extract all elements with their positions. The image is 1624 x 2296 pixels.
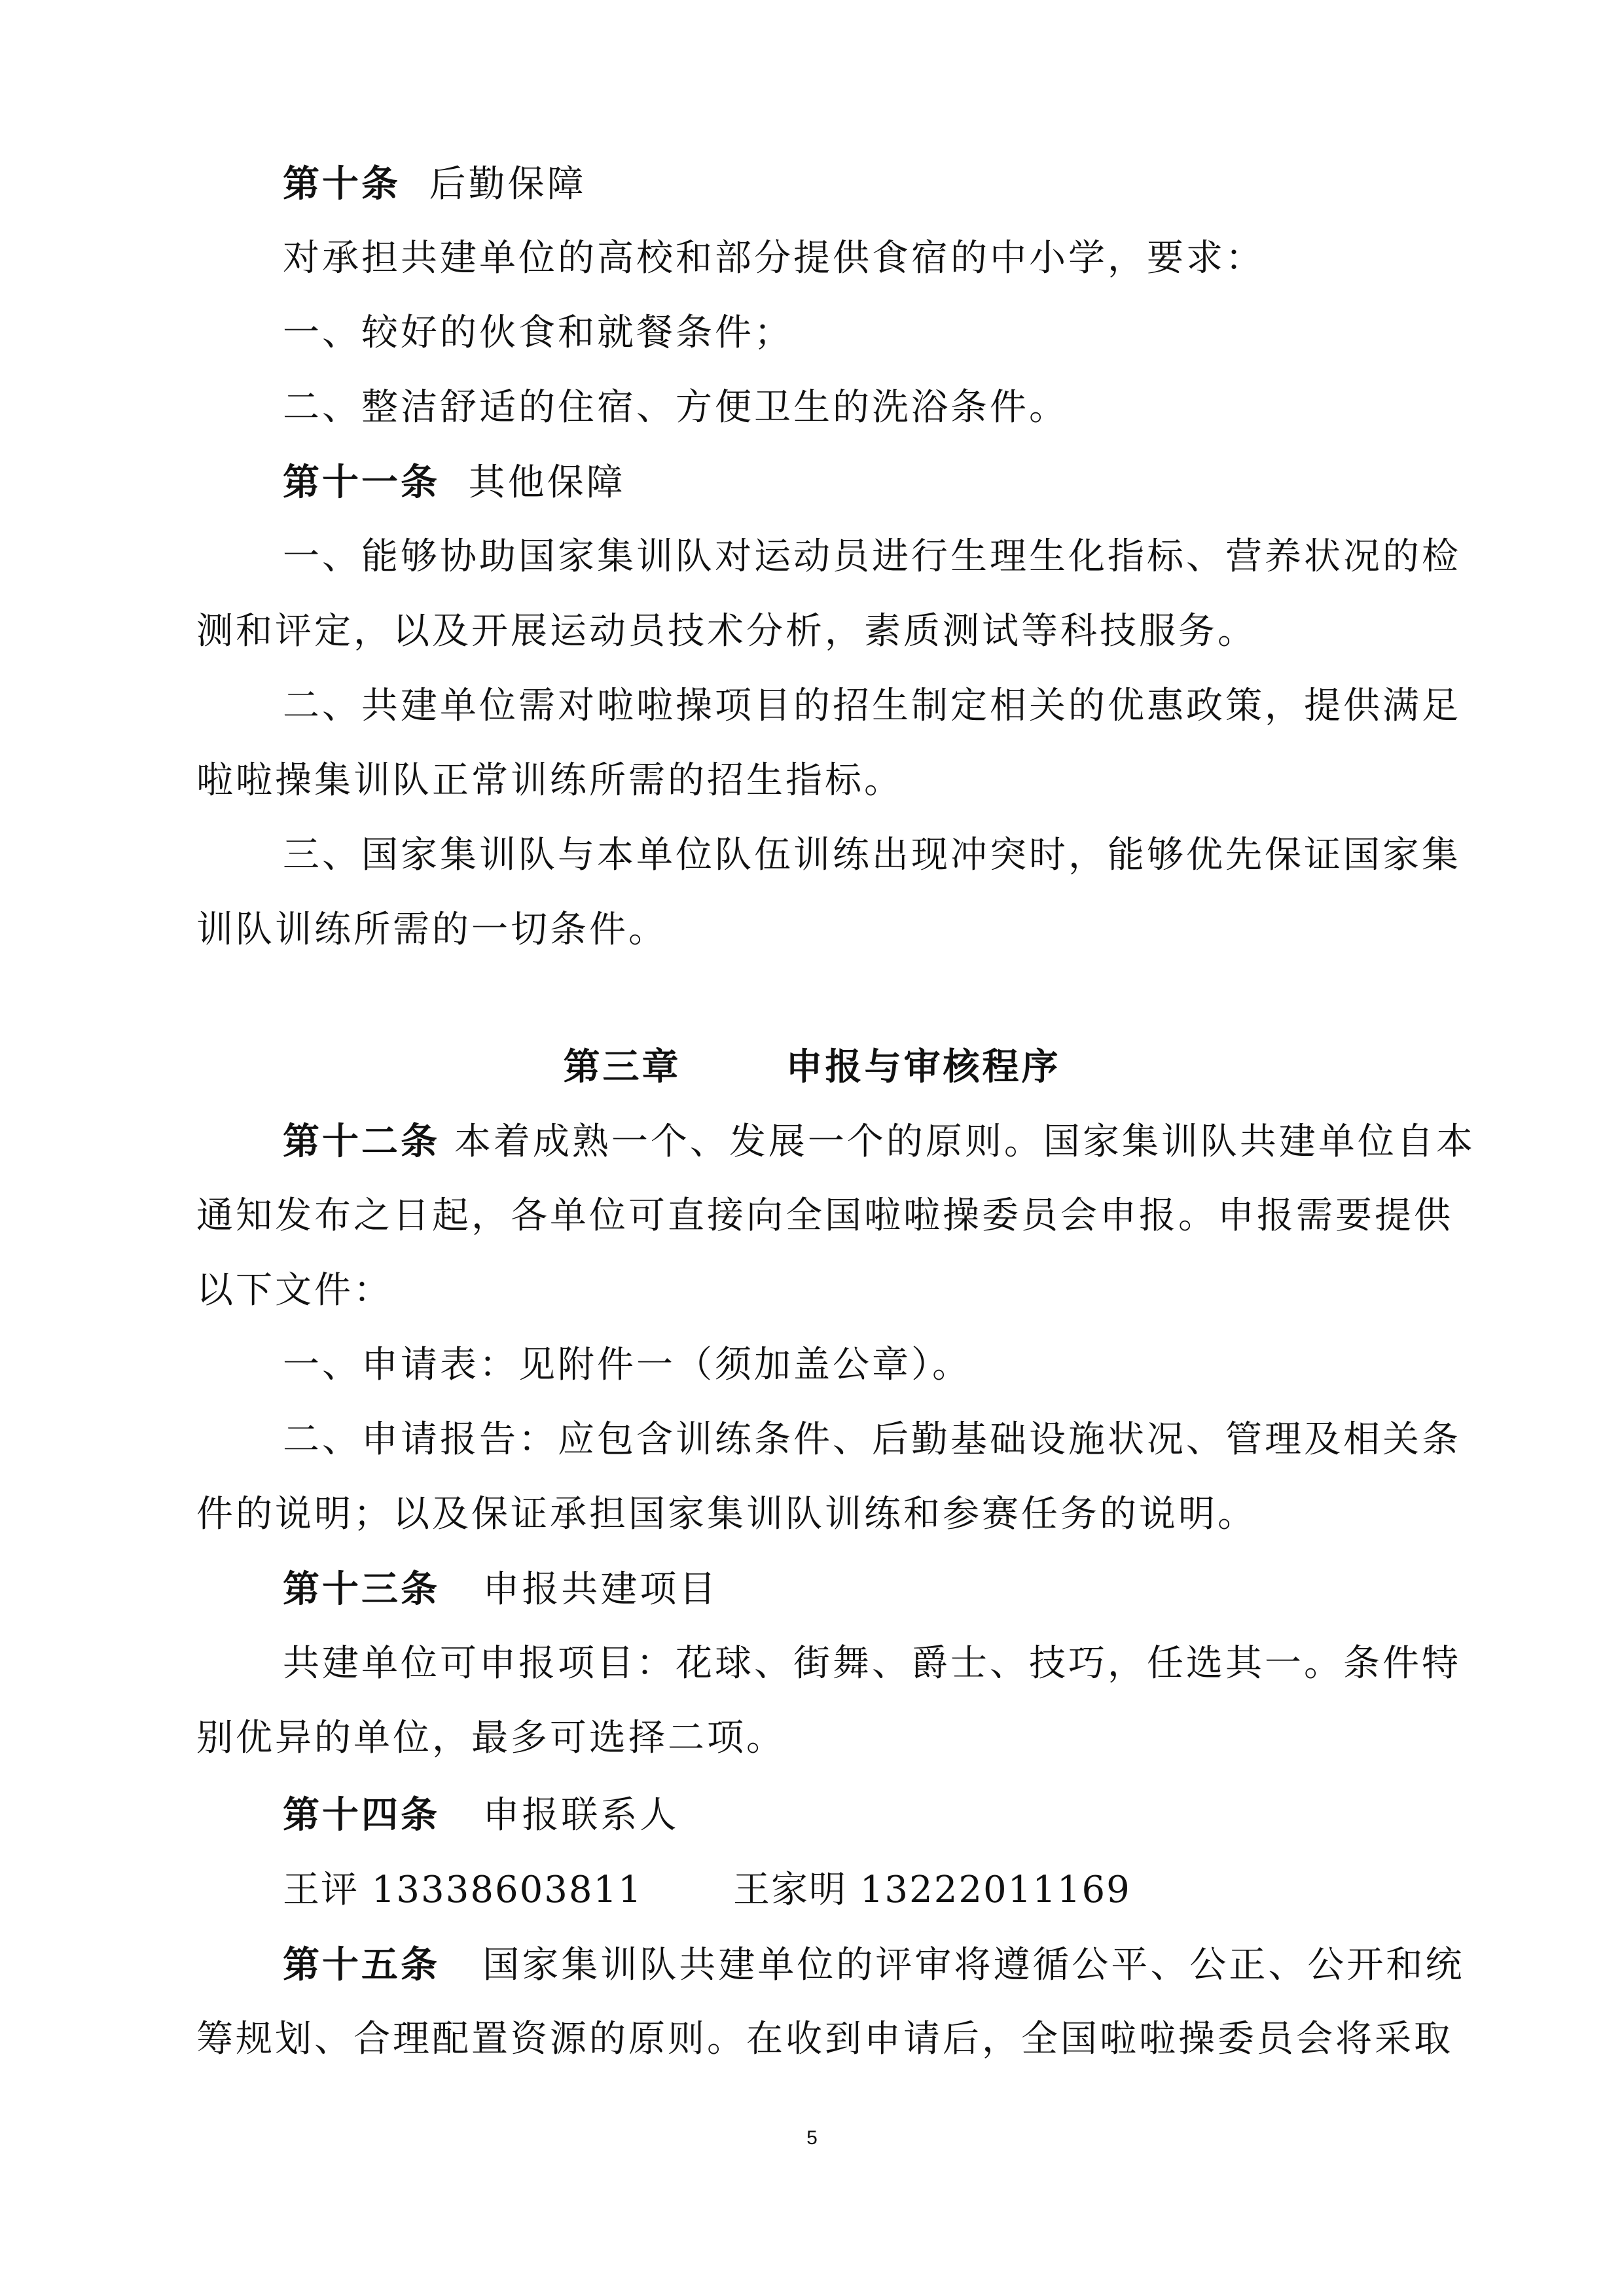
article-14-heading bbox=[283, 1793, 679, 1837]
article-11-item-3-line-2: 训队训练所需的一切条件。 bbox=[196, 908, 668, 951]
chapter-3-title: 申报与审核程序 bbox=[785, 1045, 1061, 1088]
article-15-text: 国家集训队共建单位的评审将遵循公平、公正、公开和统 bbox=[482, 1944, 1465, 1986]
article-14-title: 申报联系人 bbox=[482, 1794, 679, 1837]
article-10-intro: 对承担共建单位的高校和部分提供食宿的中小学，要求： bbox=[283, 237, 1265, 279]
article-12-item-2-line-2: 件的说明；以及保证承担国家集训队训练和参赛任务的说明。 bbox=[196, 1493, 1257, 1535]
article-12-item-2-line-1: 二、申请报告：应包含训练条件、后勤基础设施状况、管理及相关条 bbox=[283, 1418, 1461, 1461]
article-11-title: 其他保障 bbox=[468, 461, 626, 504]
article-12-line-1 bbox=[283, 1120, 1475, 1163]
article-10-heading bbox=[283, 162, 586, 206]
article-12-text: 本着成熟一个、发展一个的原则。国家集训队共建单位自本 bbox=[454, 1121, 1475, 1163]
article-13-line-1: 共建单位可申报项目：花球、街舞、爵士、技巧，任选其一。条件特 bbox=[283, 1642, 1461, 1685]
page-number: 5 bbox=[806, 2127, 818, 2149]
article-12-item-1: 一、申请表：见附件一（须加盖公章）。 bbox=[283, 1344, 971, 1386]
article-11-item-2-line-2: 啦啦操集训队正常训练所需的招生指标。 bbox=[196, 759, 903, 802]
article-11-item-2-line-1: 二、共建单位需对啦啦操项目的招生制定相关的优惠政策，提供满足 bbox=[283, 685, 1461, 727]
article-10-number: 第十条 bbox=[283, 162, 401, 206]
chapter-3-label: 第三章 bbox=[563, 1045, 681, 1088]
article-12-line-3: 以下文件： bbox=[196, 1269, 393, 1312]
contact-2: 王家明 13222011169 bbox=[733, 1869, 1131, 1911]
article-13-number: 第十三条 bbox=[283, 1568, 440, 1611]
article-12-line-2: 通知发布之日起，各单位可直接向全国啦啦操委员会申报。申报需要提供 bbox=[196, 1194, 1453, 1237]
article-11-item-3-line-1: 三、国家集训队与本单位队伍训练出现冲突时，能够优先保证国家集 bbox=[283, 834, 1461, 876]
article-13-heading bbox=[283, 1568, 718, 1611]
article-10-item-1: 一、较好的伙食和就餐条件； bbox=[283, 312, 793, 354]
chapter-3-heading bbox=[0, 1045, 1624, 1088]
article-11-item-1-line-2: 测和评定，以及开展运动员技术分析，素质测试等科技服务。 bbox=[196, 610, 1257, 653]
article-11-item-1-line-1: 一、能够协助国家集训队对运动员进行生理生化指标、营养状况的检 bbox=[283, 535, 1461, 578]
article-15-line-2: 筹规划、合理配置资源的原则。在收到申请后，全国啦啦操委员会将采取 bbox=[196, 2018, 1453, 2060]
article-10-item-2: 二、整洁舒适的住宿、方便卫生的洗浴条件。 bbox=[283, 386, 1068, 429]
article-14-number: 第十四条 bbox=[283, 1793, 440, 1837]
article-11-number: 第十一条 bbox=[283, 461, 440, 504]
article-15-line-1 bbox=[283, 1943, 1465, 1986]
contact-1: 王评 13338603811 bbox=[283, 1869, 643, 1911]
contact-list bbox=[283, 1869, 1131, 1912]
article-12-number: 第十二条 bbox=[283, 1120, 440, 1163]
article-13-line-2: 别优异的单位，最多可选择二项。 bbox=[196, 1717, 785, 1759]
article-15-number: 第十五条 bbox=[283, 1943, 440, 1986]
article-10-title: 后勤保障 bbox=[429, 163, 586, 206]
article-13-title: 申报共建项目 bbox=[482, 1568, 719, 1611]
article-11-heading bbox=[283, 461, 626, 504]
